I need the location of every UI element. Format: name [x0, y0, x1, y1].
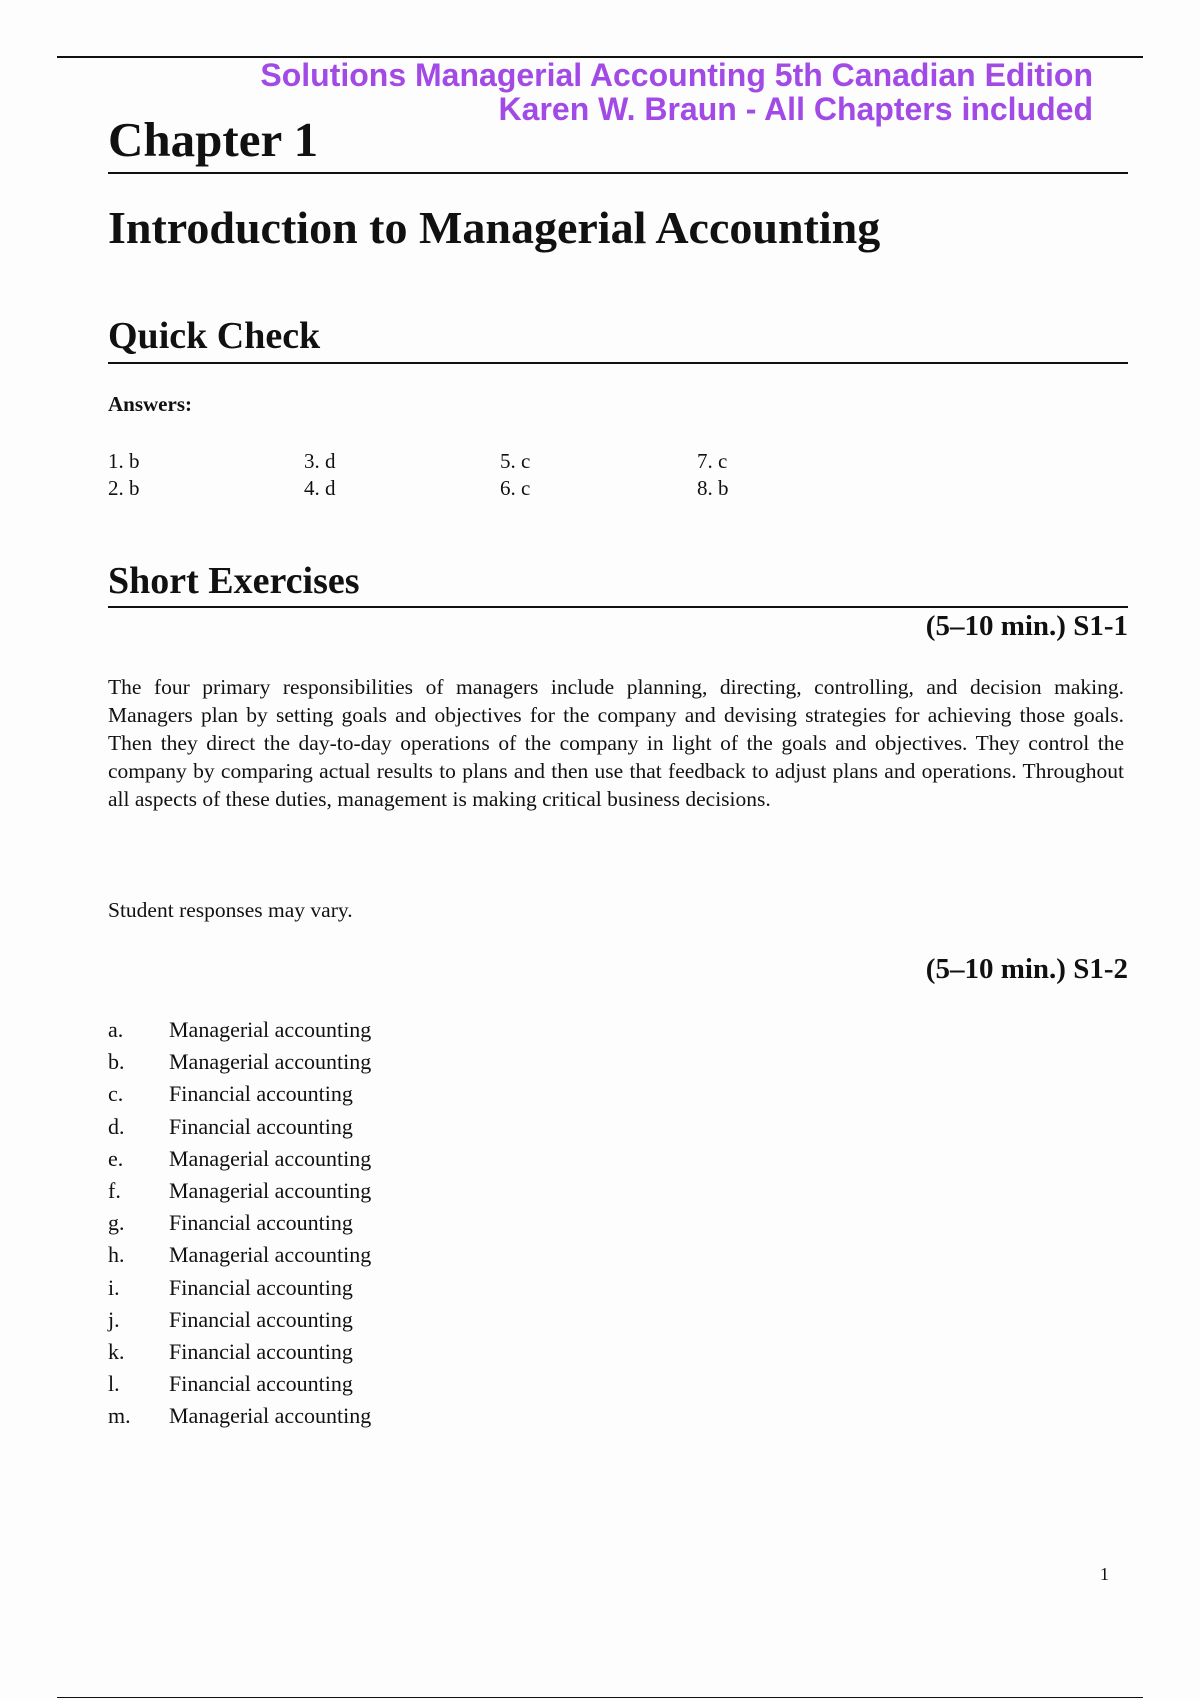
answers-label: Answers: — [108, 392, 192, 416]
list-item-letter: g. — [108, 1210, 125, 1236]
answer-item: 1. b — [108, 449, 140, 473]
list-item-text: Financial accounting — [169, 1081, 353, 1107]
answers-column-3 — [500, 448, 680, 502]
exercise-s1-1-id: (5–10 min.) S1-1 — [925, 610, 1128, 642]
answers-column-2 — [304, 448, 484, 502]
list-item-letter: l. — [108, 1371, 120, 1397]
list-item-letter: c. — [108, 1081, 124, 1107]
answer-item: 5. c — [500, 449, 531, 473]
list-item-text: Managerial accounting — [169, 1145, 372, 1171]
banner-line-1: Solutions Managerial Accounting 5th Canadian Edition — [260, 57, 1093, 93]
list-item-letter: h. — [108, 1242, 125, 1268]
list-item-text: Managerial accounting — [169, 1049, 372, 1075]
chapter-rule — [108, 172, 1128, 174]
answer-item: 4. d — [304, 476, 336, 500]
list-item — [108, 1078, 708, 1110]
page-number: 1 — [1100, 1564, 1109, 1584]
list-item-letter: f. — [108, 1177, 121, 1203]
exercise-s1-2-list — [108, 1014, 708, 1432]
list-item-letter: a. — [108, 1017, 124, 1042]
exercise-s1-2-id: (5–10 min.) S1-2 — [925, 953, 1128, 985]
list-item-letter: j. — [108, 1306, 120, 1332]
chapter-title: Introduction to Managerial Accounting — [108, 202, 881, 253]
list-item — [108, 1400, 708, 1432]
list-item — [108, 1207, 708, 1239]
banner-line-2: Karen W. Braun - All Chapters included — [498, 91, 1093, 127]
short-exercises-heading: Short Exercises — [108, 560, 360, 602]
list-item-text: Managerial accounting — [169, 1242, 372, 1268]
exercise-s1-1-paragraph: The four primary responsibilities of managers include planning, directing, controlling, and decision making. Managers plan by setting goals and objectives for the company and devising strategies for achieving those goals. Then they direct the day-to-day operations of the company in light of the goals and objectives. They control the company by comparing actual results to plans and then use that feedback to adjust plans and operations. Throughout all aspects of these duties, management is making critical business decisions. — [108, 675, 1124, 811]
exercise-s1-1-note: Student responses may vary. — [108, 898, 353, 922]
answer-item: 2. b — [108, 476, 140, 500]
bottom-page-rule — [57, 1697, 1143, 1698]
list-item — [108, 1272, 708, 1304]
answer-item: 8. b — [697, 476, 729, 500]
quick-check-heading: Quick Check — [108, 315, 321, 357]
list-item-letter: b. — [108, 1049, 125, 1075]
list-item-text: Financial accounting — [169, 1371, 353, 1397]
list-item-letter: e. — [108, 1145, 124, 1171]
list-item — [108, 1336, 708, 1368]
answer-item: 7. c — [697, 449, 728, 473]
answer-item: 6. c — [500, 476, 531, 500]
list-item-text: Financial accounting — [169, 1113, 353, 1139]
list-item-text: Financial accounting — [169, 1274, 353, 1300]
list-item — [108, 1014, 708, 1046]
list-item-text: Managerial accounting — [169, 1017, 372, 1042]
list-item-letter: i. — [108, 1274, 120, 1300]
list-item — [108, 1304, 708, 1336]
chapter-label: Chapter 1 — [108, 112, 319, 167]
list-item — [108, 1239, 708, 1271]
list-item — [108, 1143, 708, 1175]
list-item-letter: d. — [108, 1113, 125, 1139]
list-item — [108, 1046, 708, 1078]
list-item-text: Managerial accounting — [169, 1403, 372, 1429]
list-item-text: Financial accounting — [169, 1306, 353, 1332]
answers-column-4 — [697, 448, 877, 502]
list-item-text: Financial accounting — [169, 1210, 353, 1236]
list-item — [108, 1175, 708, 1207]
list-item-letter: m. — [108, 1403, 131, 1429]
quick-check-rule — [108, 362, 1128, 364]
answers-column-1 — [108, 448, 288, 502]
list-item — [108, 1368, 708, 1400]
answer-item: 3. d — [304, 449, 336, 473]
list-item-letter: k. — [108, 1338, 125, 1364]
list-item-text: Managerial accounting — [169, 1177, 372, 1203]
list-item — [108, 1111, 708, 1143]
list-item-text: Financial accounting — [169, 1338, 353, 1364]
